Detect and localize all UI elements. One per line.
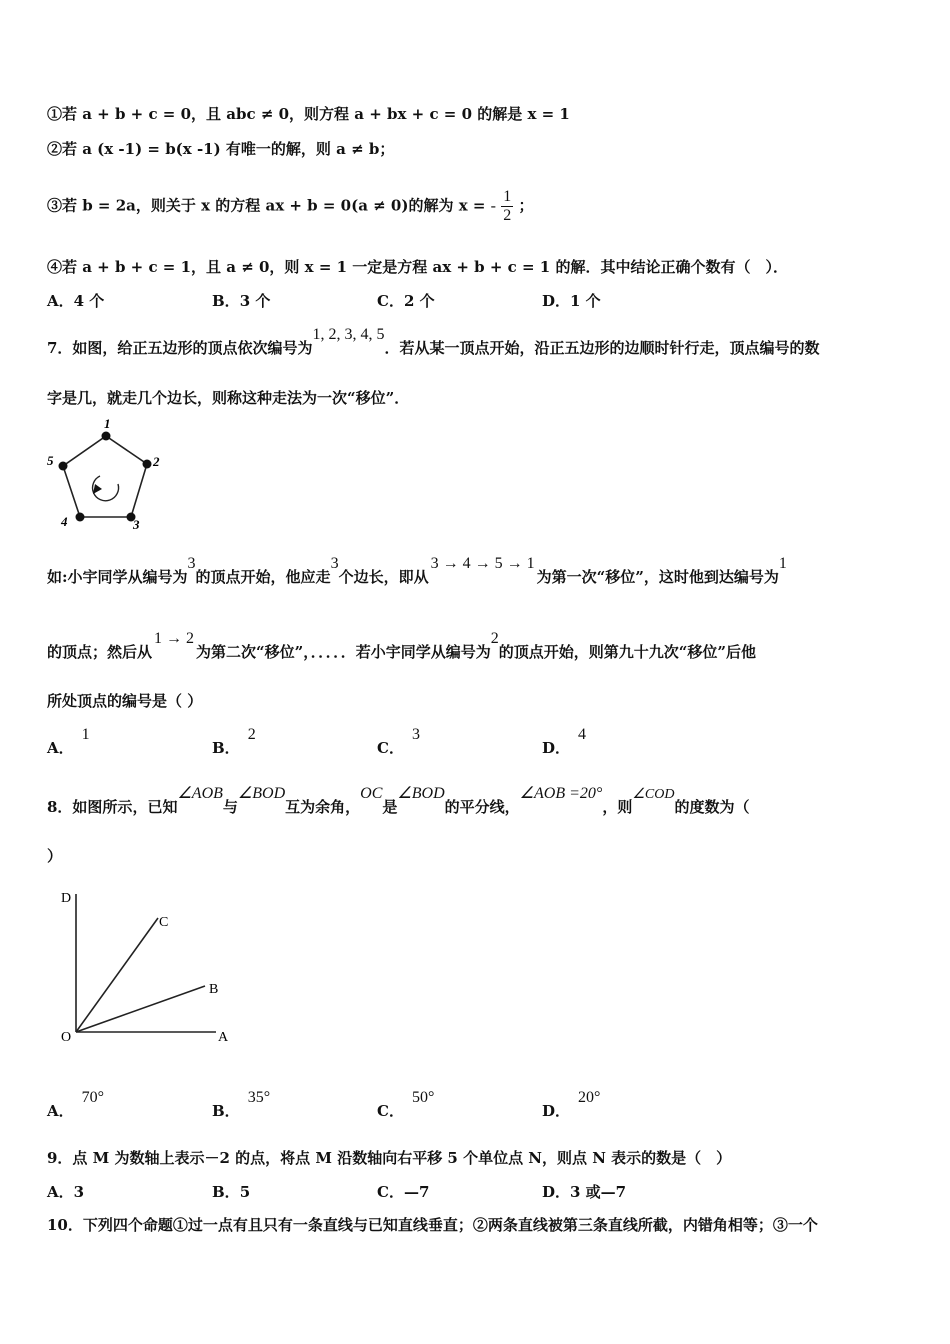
- q9-stem: 9．点 M 为数轴上表示－2 的点，将点 M 沿数轴向右平移 5 个单位点 N，则点 N 表示的数是（ ）: [47, 1149, 732, 1167]
- q7-line-3: 如:小宇同学从编号为3的顶点开始，他应走3个边长，即从3 → 4 → 5 → 1为第一次“移位”，这时他到达编号为1: [47, 555, 787, 586]
- q7-line-4: 的顶点；然后从1 → 2为第二次“移位”，．．．．．若小宇同学从编号为2的顶点开始，则第九十九次“移位”后他: [47, 630, 757, 661]
- q6-s3-end: ；: [518, 196, 534, 215]
- vertex-4-dot: [76, 513, 85, 522]
- q8-ray-oc: OC: [360, 785, 383, 802]
- angle-figure: [55, 882, 240, 1047]
- q6-s3-numerator: 1: [503, 188, 512, 205]
- q8-angle-given: ∠AOB =20°: [519, 785, 603, 802]
- q6-s3-text: ③若 b = 2a，则关于 x 的方程 ax + b = 0(a ≠ 0)的解为 x =: [47, 196, 486, 215]
- vertex-label-2: 2: [153, 454, 160, 469]
- q8-angle-bod: ∠BOD: [237, 785, 286, 802]
- label-a: A: [218, 1030, 229, 1045]
- pentagon-figure: [40, 412, 170, 534]
- vertex-2-dot: [143, 460, 152, 469]
- q6-statement-3: [47, 188, 533, 225]
- q10-stem: 10．下列四个命题①过一点有且只有一条直线与已知直线垂直；②两条直线被第三条直线所截，内错角相等；③一个: [47, 1216, 818, 1234]
- q9-option-a[interactable]: A．3: [47, 1183, 85, 1201]
- vertex-label-5: 5: [47, 453, 54, 468]
- q9-option-d[interactable]: D．3 或—7: [542, 1183, 627, 1201]
- vertex-label-1: 1: [104, 416, 111, 431]
- arrow-head-icon: [93, 484, 102, 494]
- q7-option-c[interactable]: C．3: [377, 726, 420, 757]
- q6-statement-1: ①若 a + b + c = 0，且 abc ≠ 0，则方程 a + bx + c = 0 的解是 x = 1: [47, 105, 570, 123]
- q8-option-d[interactable]: D．20°: [542, 1089, 601, 1120]
- q6-statement-4: ④若 a + b + c = 1，且 a ≠ 0，则 x = 1 一定是方程 ax + b + c = 1 的解．其中结论正确个数有（ ）．: [47, 258, 788, 276]
- ray-ob: [76, 986, 205, 1032]
- q8-close-paren: ）: [47, 847, 63, 865]
- q8-angle-bod-2: ∠BOD: [397, 785, 445, 802]
- q7-math-1: 1: [778, 555, 787, 572]
- q8-option-b[interactable]: B．35°: [212, 1089, 271, 1120]
- q6-option-b[interactable]: B．3 个: [212, 292, 271, 310]
- q7-math-path-2: 1 → 2: [154, 630, 195, 647]
- q7-vertex-numbers: 1, 2, 3, 4, 5: [312, 326, 385, 343]
- label-d: D: [61, 891, 72, 906]
- q8-line-1: 8．如图所示，已知∠AOB与∠BOD互为余角，OC是∠BOD的平分线，∠AOB =20°，则∠COD的度数为（: [47, 785, 750, 816]
- ray-oc: [76, 918, 158, 1032]
- q8-angle-aob: ∠AOB: [177, 785, 223, 802]
- q6-option-d[interactable]: D．1 个: [542, 292, 601, 310]
- q7-math-2: 2: [490, 630, 499, 647]
- pentagon-outline: [63, 436, 147, 517]
- q6-s3-fraction: [501, 188, 513, 225]
- q9-option-c[interactable]: C．—7: [377, 1183, 430, 1201]
- q7-line-1: 7．如图，给正五边形的顶点依次编号为1, 2, 3, 4, 5．若从某一顶点开始，沿正五边形的边顺时针行走，顶点编号的数: [47, 326, 820, 357]
- vertex-label-4: 4: [61, 514, 68, 529]
- q7-line-5: 所处顶点的编号是（ ）: [47, 692, 203, 710]
- label-c: C: [159, 915, 169, 930]
- q9-option-b[interactable]: B．5: [212, 1183, 251, 1201]
- q7-math-3a: 3: [187, 555, 196, 572]
- q8-option-a[interactable]: A．70°: [47, 1089, 105, 1120]
- q7-math-path-1: 3 → 4 → 5 → 1: [430, 555, 535, 572]
- vertex-5-dot: [59, 462, 68, 471]
- q6-statement-2: ②若 a (x -1) = b(x -1) 有唯一的解，则 a ≠ b；: [47, 140, 395, 158]
- q6-s3-denominator: 2: [503, 207, 512, 224]
- label-o: O: [61, 1030, 72, 1045]
- label-b: B: [209, 982, 219, 997]
- q7-line-2: 字是几，就走几个边长，则称这种走法为一次“移位”．: [47, 389, 410, 407]
- q7-option-a[interactable]: A．1: [47, 726, 90, 757]
- q7-option-d[interactable]: D．4: [542, 726, 587, 757]
- q6-option-c[interactable]: C．2 个: [377, 292, 435, 310]
- q6-option-a[interactable]: A．4 个: [47, 292, 105, 310]
- q8-angle-cod: ∠COD: [632, 787, 675, 802]
- q8-option-c[interactable]: C．50°: [377, 1089, 435, 1120]
- vertex-1-dot: [102, 432, 111, 441]
- q7-math-3b: 3: [330, 555, 339, 572]
- q6-s3-sign: -: [490, 197, 496, 215]
- q7-option-b[interactable]: B．2: [212, 726, 256, 757]
- vertex-label-3: 3: [133, 517, 140, 532]
